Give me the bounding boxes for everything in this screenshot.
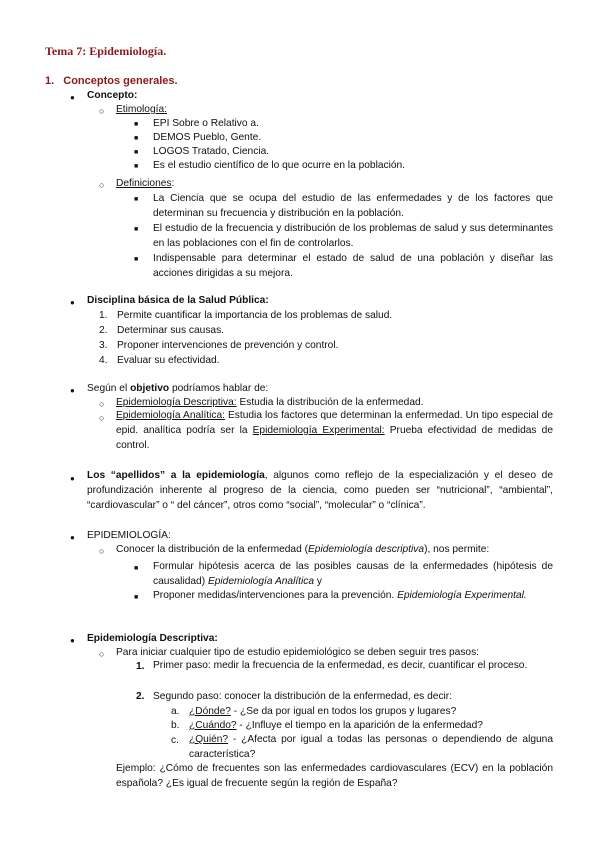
definiciones-heading: Definiciones: [116, 178, 175, 189]
disciplina-label: Disciplina básica de la Salud Pública: [87, 295, 269, 306]
bullet-icon: ● [70, 93, 75, 102]
bullet-icon: ● [70, 533, 75, 542]
square-bullet-icon: ■ [134, 163, 139, 170]
list-item: DEMOS Pueblo, Gente. [153, 132, 262, 143]
bullet-icon: ● [70, 474, 75, 483]
step-number: 1. [136, 661, 145, 672]
formular-paragraph: Formular hipótesis acerca de las posibles causas de la enfermedades (hipótesis de causalidad) Epidemiología Analítica y [153, 561, 553, 587]
list-item: Es el estudio científico de lo que ocurre en la población. [153, 160, 406, 171]
objetivo-line: Según el objetivo podríamos hablar de: [87, 383, 269, 394]
descriptiva-label: Epidemiología Descriptiva: [87, 633, 218, 644]
square-bullet-icon: ■ [134, 121, 139, 128]
bullet-icon: ● [70, 636, 75, 645]
numbered-item: 2. Determinar sus causas. [99, 325, 225, 336]
square-bullet-icon: ■ [134, 149, 139, 156]
square-bullet-icon: ■ [134, 256, 139, 263]
ejemplo-paragraph: Ejemplo: ¿Cómo de frecuentes son las enfermedades cardiovasculares (ECV) en la población española? ¿Es igual de frecuente según la región de España? [116, 763, 553, 789]
etimologia-label: Etimología: [116, 104, 167, 115]
sub-item: ¿Dónde? - ¿Se da por igual en todos los grupos y lugares? [189, 706, 457, 717]
numbered-item: 4. Evaluar su efectividad. [99, 355, 220, 366]
analitica-paragraph: Epidemiología Analítica: Estudia los factores que determinan la enfermedad. Un tipo especial de epid. analítica podría ser la Epidemiología Experimental: Prueba efectividad de medidas de control. [116, 410, 553, 451]
sub-number: b. [171, 720, 180, 731]
definition-item: Indispensable para determinar el estado de salud de una población y diseñar las acciones dirigidas a su mejora. [153, 253, 553, 279]
apellidos-paragraph: Los “apellidos” a la epidemiología, algunos como reflejo de la especialización y el deseo de profundización inherente al progreso de la ciencia, como pueden ser “nutricional”, “ambiental”, “cardiovascular” o “ del cáncer”, otros como “social”, “molecular” o “clínica”. [87, 470, 553, 511]
descriptiva-line: Epidemiología Descriptiva: Estudia la distribución de la enfermedad. [116, 397, 424, 408]
definition-item: La Ciencia que se ocupa del estudio de las enfermedades y de los factores que determinan su frecuencia y distribución en la población. [153, 193, 553, 219]
circle-bullet-icon: ○ [99, 546, 105, 556]
circle-bullet-icon: ○ [99, 649, 105, 659]
page-title: Tema 7: Epidemiología. [45, 44, 167, 58]
step-number: 2. [136, 691, 145, 702]
list-item: EPI Sobre o Relativo a. [153, 118, 259, 129]
paso2-line: Segundo paso: conocer la distribución de la enfermedad, es decir: [153, 691, 453, 702]
concepto-label: Concepto: [87, 90, 138, 101]
square-bullet-icon: ■ [134, 226, 139, 233]
sub-item: ¿Cuándo? - ¿Influye el tiempo en la aparición de la enfermedad? [189, 720, 483, 731]
definition-item: El estudio de la frecuencia y distribución de los problemas de salud y sus determinantes en las poblaciones con el fin de controlarlos. [153, 223, 553, 249]
epidemiologia-label: EPIDEMIOLOGÍA: [87, 530, 171, 541]
sub-number: a. [171, 706, 180, 717]
descriptiva-intro: Para iniciar cualquier tipo de estudio epidemiológico se deben seguir tres pasos: [116, 647, 480, 658]
circle-bullet-icon: ○ [99, 106, 105, 116]
square-bullet-icon: ■ [134, 594, 139, 601]
numbered-item: 3. Proponer intervenciones de prevención y control. [99, 340, 339, 351]
bullet-icon: ● [70, 298, 75, 307]
square-bullet-icon: ■ [134, 135, 139, 142]
section-label: Conceptos generales. [63, 75, 178, 87]
definiciones-label: Definiciones [116, 178, 172, 189]
proponer-paragraph: Proponer medidas/intervenciones para la prevención. Epidemiología Experimental. [153, 590, 527, 601]
circle-bullet-icon: ○ [99, 180, 105, 190]
sub-number: c. [171, 735, 179, 746]
bullet-icon: ● [70, 386, 75, 395]
section-number: 1. [45, 75, 55, 87]
square-bullet-icon: ■ [134, 196, 139, 203]
paso1-paragraph: Primer paso: medir la frecuencia de la enfermedad, es decir, cuantificar el proceso. [153, 660, 528, 671]
sub-item: ¿Quién? - ¿Afecta por igual a todas las personas o dependiendo de alguna característica? [189, 734, 553, 760]
square-bullet-icon: ■ [134, 565, 139, 572]
list-item: LOGOS Tratado, Ciencia. [153, 146, 270, 157]
circle-bullet-icon: ○ [99, 413, 105, 423]
conocer-line: Conocer la distribución de la enfermedad (Epidemiología descriptiva), nos permite: [116, 544, 490, 555]
numbered-item: 1. Permite cuantificar la importancia de los problemas de salud. [99, 310, 393, 321]
section-heading [45, 75, 178, 87]
circle-bullet-icon: ○ [99, 399, 105, 409]
